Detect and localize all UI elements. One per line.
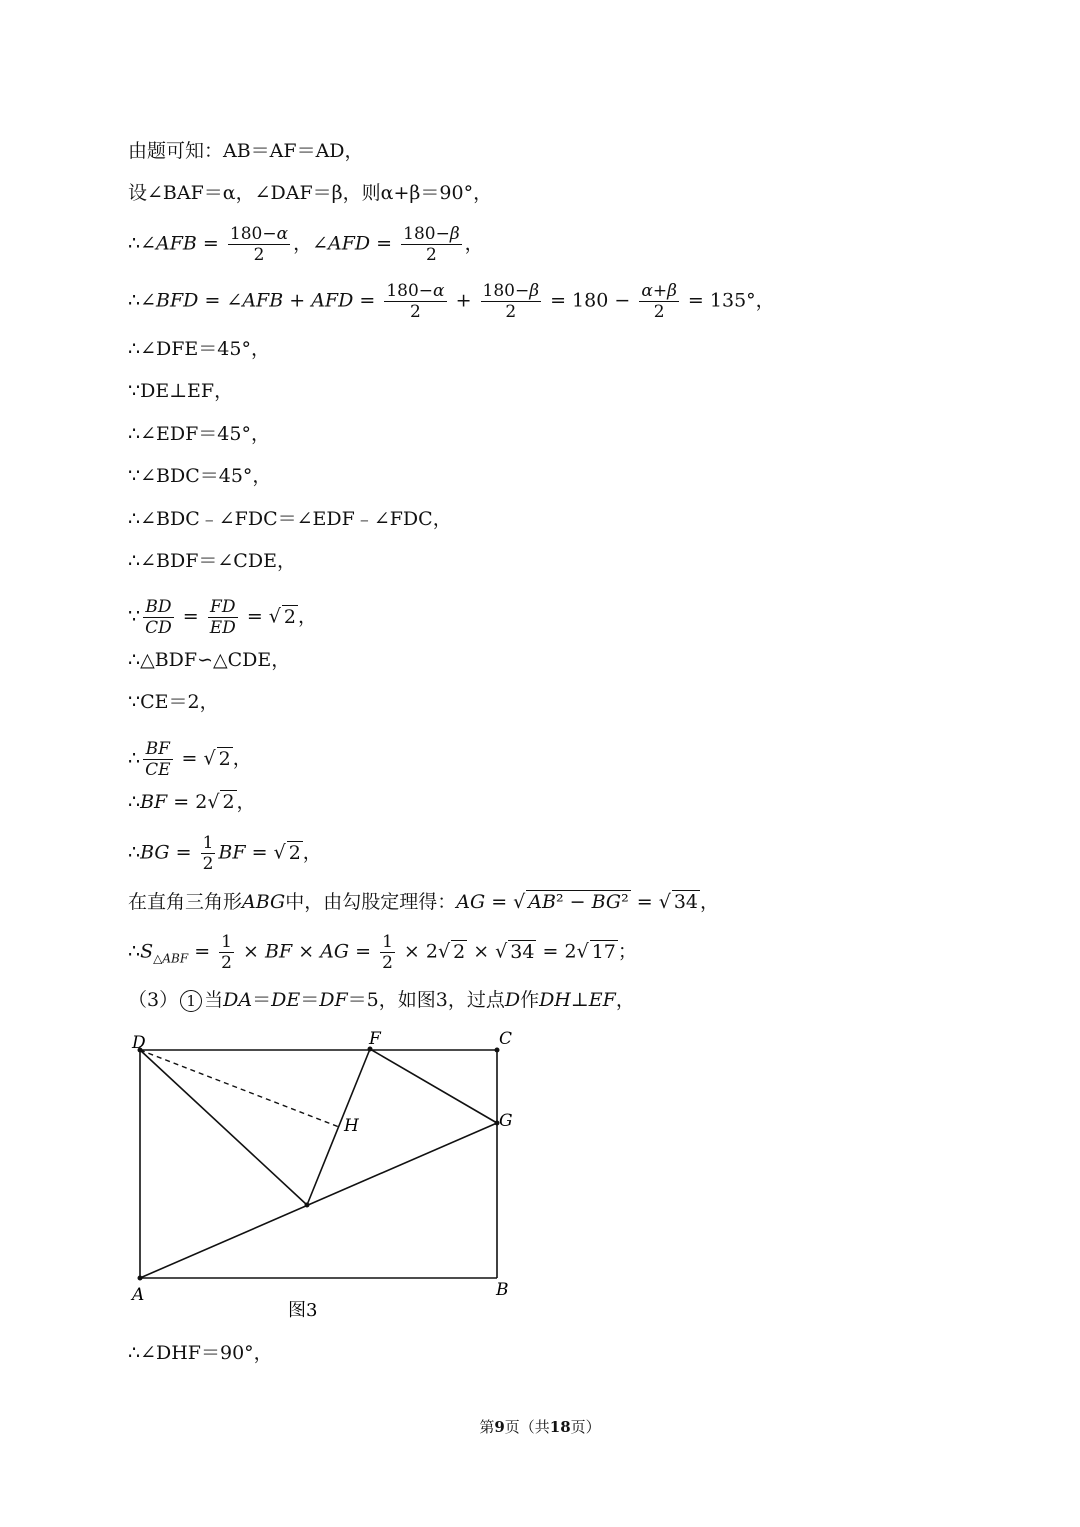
fraction: $\frac{BD}{CD}$	[145, 597, 172, 638]
footer-mid: 页（共	[504, 1418, 550, 1436]
footer-page-number: 9	[494, 1418, 505, 1436]
footer-suffix: 页）	[570, 1418, 601, 1436]
segment-FG	[370, 1049, 497, 1123]
fraction: $\frac{180-\alpha}{2}$	[386, 281, 445, 322]
solution-line-1: 由题可知：AB＝AF＝AD，	[128, 140, 364, 162]
fraction: $\frac{180-\beta}{2}$	[403, 224, 460, 265]
solution-line-11: ∵ $\frac{BD}{CD}$ = $\frac{FD}{ED}$ = √ 2 ，	[128, 597, 317, 638]
solution-line-15: ∴BF = 2√ 2 ，	[128, 791, 256, 813]
segment-DE	[140, 1050, 307, 1205]
solution-line-2: 设∠BAF＝α，∠DAF＝β，则α+β＝90°，	[128, 182, 493, 204]
solution-line-13: ∵CE＝2，	[128, 691, 219, 713]
fraction: $\frac{1}{2}$	[382, 932, 393, 973]
solution-line-9: ∴∠BDC﹣∠FDC＝∠EDF﹣∠FDC，	[128, 508, 452, 530]
circled-number-1: 1	[180, 990, 202, 1012]
figure-caption: 图3	[288, 1300, 318, 1321]
solution-line-14: ∴ $\frac{BF}{CE}$ = √ 2 ，	[128, 739, 252, 780]
solution-line-20: ∴∠DHF＝90°，	[128, 1342, 273, 1364]
fraction: $\frac{FD}{ED}$	[209, 597, 236, 638]
geometry-figure-3	[120, 1020, 540, 1330]
solution-line-19: （3） 1 当DA＝DE＝DF＝5，如图3，过点D作DH⊥EF，	[128, 989, 635, 1011]
label-H: H	[344, 1116, 359, 1136]
label-D: D	[132, 1033, 146, 1053]
label-A: A	[132, 1285, 145, 1305]
fraction: $\frac{180-\alpha}{2}$	[229, 224, 289, 265]
fraction: $\frac{\alpha+\beta}{2}$	[641, 281, 677, 322]
fraction: $\frac{BF}{CE}$	[145, 739, 171, 780]
label-F: F	[369, 1029, 381, 1049]
solution-line-10: ∴∠BDF＝∠CDE，	[128, 550, 296, 572]
solution-line-4: ∴∠BFD = ∠AFB + AFD = $\frac{180-\alpha}{2}$ + $\frac{180-\beta}{2}$ = 180 − $\frac{\alpha+\beta}{2}$ = 135°，	[128, 281, 775, 322]
label-C: C	[499, 1029, 513, 1049]
segment-DH-dashed	[140, 1050, 339, 1127]
page-footer	[0, 1416, 1080, 1437]
solution-line-16: ∴BG = $\frac{1}{2}$ BF = √ 2 ，	[128, 833, 322, 874]
solution-line-8: ∵∠BDC＝45°，	[128, 465, 272, 487]
point-E	[305, 1203, 310, 1208]
solution-line-12: ∴△BDF∽△CDE，	[128, 649, 291, 671]
fraction: $\frac{1}{2}$	[202, 833, 214, 874]
solution-line-18: $\therefore S_{\triangle ABF}$ = $\frac{1}{2}$ × BF × AG = $\frac{1}{2}$ × 2√ 2 × √ 34 = 2√ 17 ；	[128, 932, 637, 973]
solution-line-3: ∴∠AFB = $\frac{180-\alpha}{2}$ ，∠AFD = $\frac{180-\beta}{2}$ ，	[128, 224, 484, 265]
solution-line-7: ∴∠EDF＝45°，	[128, 423, 270, 445]
solution-line-17: 在直角三角形ABG中，由勾股定理得：AG = √ AB² − BG² = √ 34 ，	[128, 891, 720, 913]
solution-line-5: ∴∠DFE＝45°，	[128, 338, 270, 360]
point-A	[138, 1276, 143, 1281]
line-3-text: ∴∠AFB =	[128, 232, 225, 255]
solution-line-6: ∵DE⊥EF，	[128, 380, 234, 402]
label-G: G	[499, 1111, 513, 1131]
footer-total-pages: 18	[549, 1418, 571, 1436]
label-B: B	[496, 1280, 509, 1300]
fraction: $\frac{1}{2}$	[221, 932, 232, 973]
fraction: $\frac{180-\beta}{2}$	[482, 281, 540, 322]
footer-prefix: 第	[479, 1418, 495, 1436]
segment-AG	[140, 1123, 497, 1278]
